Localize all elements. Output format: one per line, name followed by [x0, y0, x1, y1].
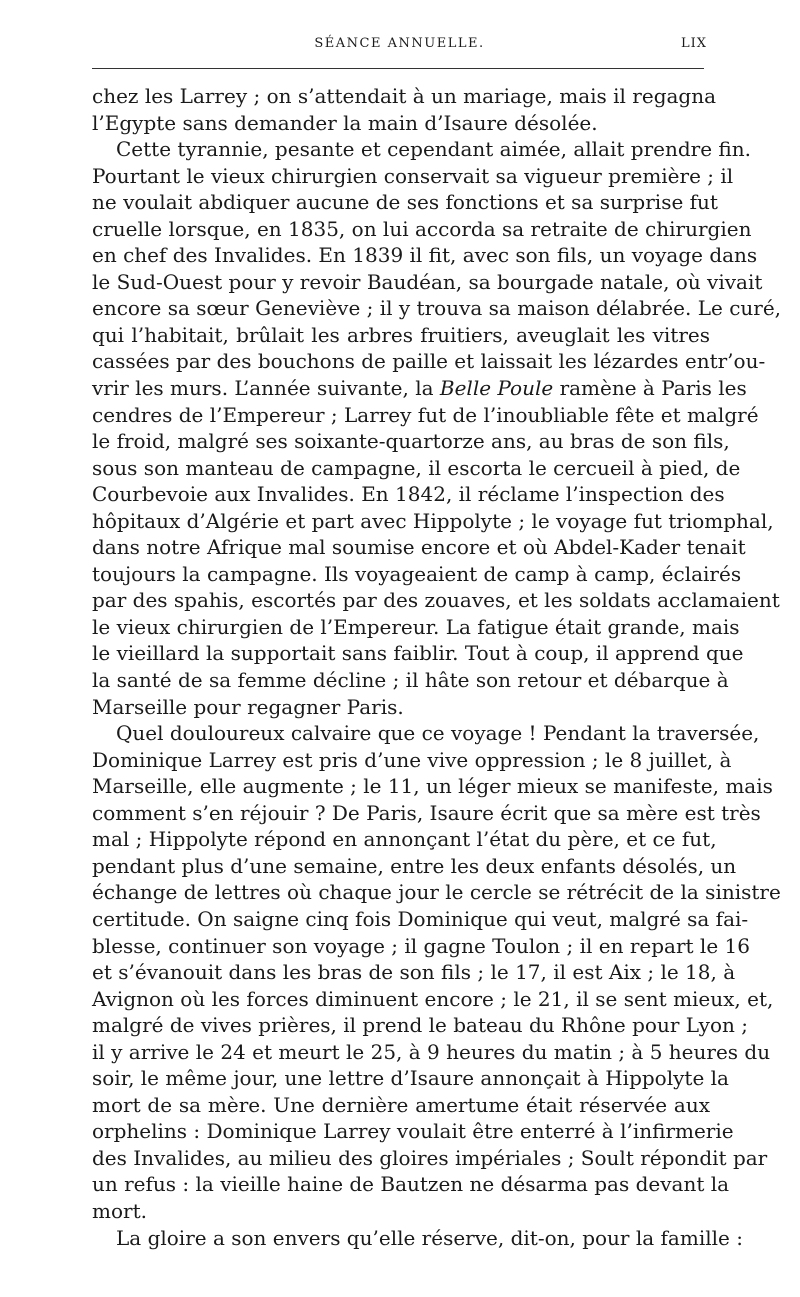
text-line: chez les Larrey ; on s’attendait à un mariage, mais il regagna: [92, 84, 717, 108]
text-line: qui l’habitait, brûlait les arbres fruitiers, aveuglait les vitres: [92, 322, 710, 347]
text-line: par des spahis, escortés par des zouaves, et les soldats acclamaient: [92, 588, 780, 613]
text-line: La gloire a son envers qu’elle réserve, dit-on, pour la famille :: [116, 1225, 743, 1250]
text-line: cendres de l’Empereur ; Larrey fut de l’inoubliable fête et malgré: [92, 402, 759, 427]
text-line: Pourtant le vieux chirurgien conservait sa vigueur première ; il: [92, 163, 734, 188]
text-line: en chef des Invalides. En 1839 il fit, avec son fils, un voyage dans: [92, 243, 758, 268]
text-line: mort.: [92, 1198, 147, 1223]
text-line: cassées par des bouchons de paille et laissait les lézardes entr’ou-: [92, 349, 766, 374]
running-title: SÉANCE ANNUELLE.: [314, 36, 485, 51]
text-line: Cette tyrannie, pesante et cependant aimée, allait prendre fin.: [116, 137, 751, 162]
text-line: et s’évanouit dans les bras de son fils ; le 17, il est Aix ; le 18, à: [92, 960, 736, 985]
text-line: cruelle lorsque, en 1835, on lui accorda sa retraite de chirurgien: [92, 216, 752, 241]
text-line-with-italic: [92, 375, 747, 402]
text-line: certitude. On saigne cinq fois Dominique qui veut, malgré sa fai-: [92, 906, 749, 931]
text-line: le froid, malgré ses soixante-quartorze ans, au bras de son fils,: [92, 429, 730, 454]
text-line: sous son manteau de campagne, il escorta le cercueil à pied, de: [92, 455, 741, 480]
text-line: le vieillard la supportait sans faiblir. Tout à coup, il apprend que: [92, 641, 744, 666]
text-line: orphelins : Dominique Larrey voulait être enterré à l’infirmerie: [92, 1119, 734, 1144]
text-line: mort de sa mère. Une dernière amertume était réservée aux: [92, 1092, 710, 1117]
ship-name: Belle Poule: [439, 376, 554, 401]
text-fragment: ramène à Paris les: [553, 376, 747, 401]
text-line: ne voulait abdiquer aucune de ses fonctions et sa surprise fut: [92, 190, 718, 215]
text-line: Avignon où les forces diminuent encore ; le 21, il se sent mieux, et,: [92, 986, 774, 1011]
body-text: [92, 83, 782, 1251]
text-line: blesse, continuer son voyage ; il gagne Toulon ; il en repart le 16: [92, 933, 750, 958]
text-line: le vieux chirurgien de l’Empereur. La fatigue était grande, mais: [92, 614, 740, 639]
text-line: l’Egypte sans demander la main d’Isaure désolée.: [92, 110, 598, 135]
page-header: [92, 36, 707, 58]
text-line: il y arrive le 24 et meurt le 25, à 9 heures du matin ; à 5 heures du: [92, 1039, 771, 1064]
text-line: Dominique Larrey est pris d’une vive oppression ; le 8 juillet, à: [92, 747, 732, 772]
page-number: LIX: [680, 36, 707, 51]
text-line: pendant plus d’une semaine, entre les deux enfants désolés, un: [92, 853, 737, 878]
text-line: échange de lettres où chaque jour le cercle se rétrécit de la sinistre: [92, 880, 781, 905]
text-line: dans notre Afrique mal soumise encore et où Abdel-Kader tenait: [92, 535, 746, 560]
text-line: toujours la campagne. Ils voyageaient de camp à camp, éclairés: [92, 561, 742, 586]
text-line: la santé de sa femme décline ; il hâte son retour et débarque à: [92, 668, 729, 693]
text-line: mal ; Hippolyte répond en annonçant l’état du père, et ce fut,: [92, 827, 717, 852]
text-line: Courbevoie aux Invalides. En 1842, il réclame l’inspection des: [92, 482, 725, 507]
text-line: Marseille, elle augmente ; le 11, un léger mieux se manifeste, mais: [92, 774, 773, 799]
text-line: soir, le même jour, une lettre d’Isaure annonçait à Hippolyte la: [92, 1066, 729, 1091]
text-line: Marseille pour regagner Paris.: [92, 694, 404, 719]
text-line: malgré de vives prières, il prend le bateau du Rhône pour Lyon ;: [92, 1013, 748, 1038]
text-line: des Invalides, au milieu des gloires impériales ; Soult répondit par: [92, 1145, 768, 1170]
text-fragment: vrir les murs. L’année suivante, la: [92, 376, 440, 401]
text-line: un refus : la vieille haine de Bautzen ne désarma pas devant la: [92, 1172, 730, 1197]
header-rule: [92, 68, 704, 69]
text-line: le Sud-Ouest pour y revoir Baudéan, sa bourgade natale, où vivait: [92, 269, 763, 294]
text-line: encore sa sœur Geneviève ; il y trouva sa maison délabrée. Le curé,: [92, 296, 782, 321]
text-line: hôpitaux d’Algérie et part avec Hippolyte ; le voyage fut triomphal,: [92, 508, 774, 533]
text-line: comment s’en réjouir ? De Paris, Isaure écrit que sa mère est très: [92, 800, 761, 825]
text-line: Quel douloureux calvaire que ce voyage ! Pendant la traversée,: [116, 721, 760, 746]
